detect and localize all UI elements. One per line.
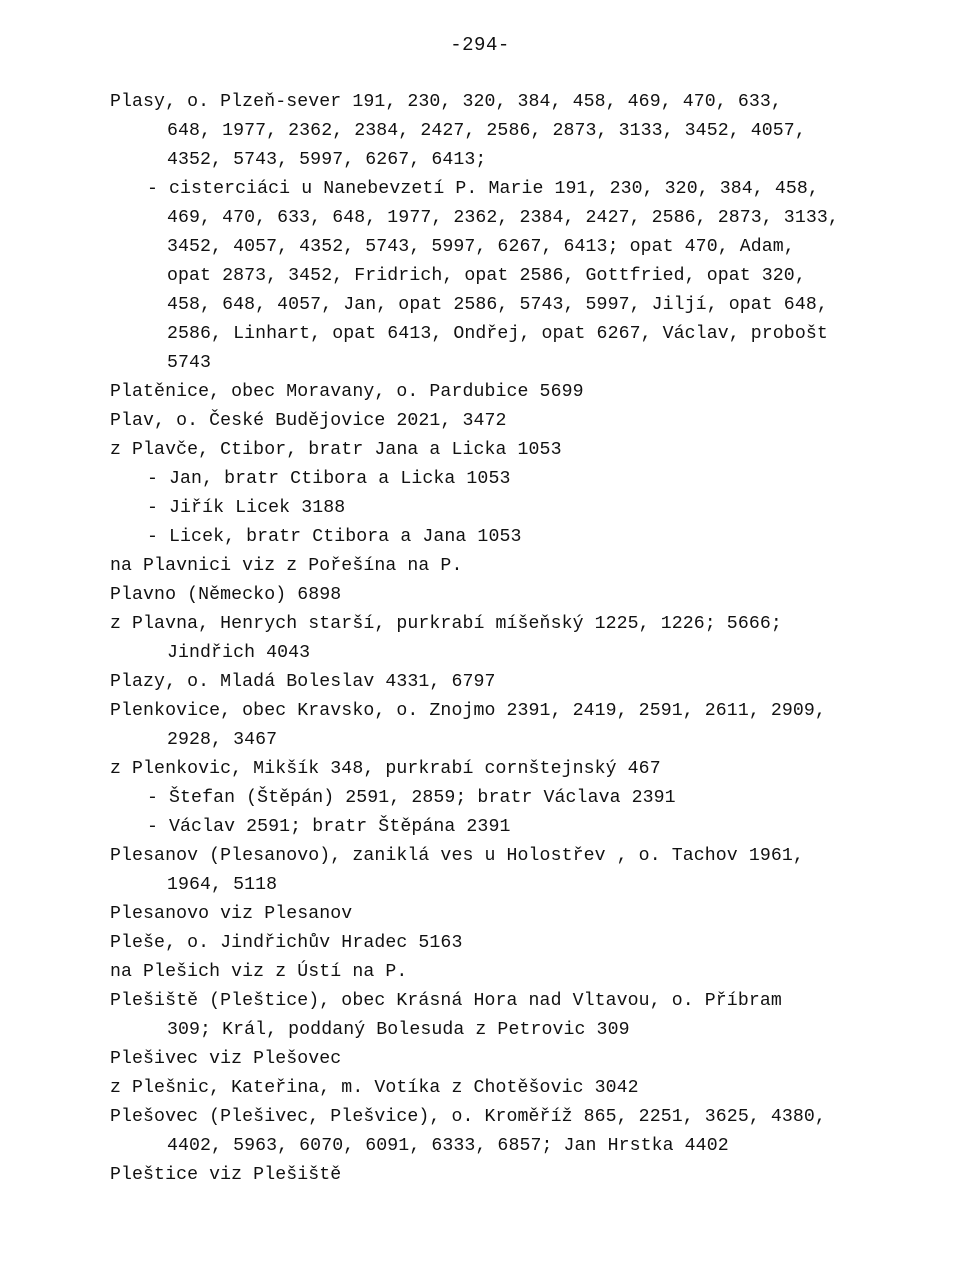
- index-subentry: - Jiřík Licek 3188: [147, 498, 346, 518]
- index-entry-continuation: Jindřich 4043: [167, 643, 311, 663]
- index-entry-continuation: 5743: [167, 353, 212, 373]
- index-entry-continuation: 2928, 3467: [167, 730, 278, 750]
- index-entries: [110, 88, 910, 1190]
- index-entry: Plešivec viz Plešovec: [110, 1049, 342, 1069]
- index-entry-continuation: 4402, 5963, 6070, 6091, 6333, 6857; Jan Hrstka 4402: [167, 1136, 729, 1156]
- index-entry: Plasy, o. Plzeň-sever 191, 230, 320, 384, 458, 469, 470, 633,: [110, 92, 782, 112]
- index-entry: Plešiště (Pleštice), obec Krásná Hora nad Vltavou, o. Příbram: [110, 991, 782, 1011]
- index-entry: na Plavnici viz z Pořešína na P.: [110, 556, 463, 576]
- index-entry: z Plešnic, Kateřina, m. Votíka z Chotěšovic 3042: [110, 1078, 639, 1098]
- index-subentry: - Licek, bratr Ctibora a Jana 1053: [147, 527, 522, 547]
- index-entry-continuation: 309; Král, poddaný Bolesuda z Petrovic 309: [167, 1020, 630, 1040]
- index-entry-continuation: 4352, 5743, 5997, 6267, 6413;: [167, 150, 487, 170]
- index-entry-continuation: 1964, 5118: [167, 875, 278, 895]
- index-subentry: - Jan, bratr Ctibora a Licka 1053: [147, 469, 511, 489]
- index-entry-continuation: 458, 648, 4057, Jan, opat 2586, 5743, 5997, Jiljí, opat 648,: [167, 295, 828, 315]
- index-subentry: - Václav 2591; bratr Štěpána 2391: [147, 817, 511, 837]
- index-subentry: - cisterciáci u Nanebevzetí P. Marie 191, 230, 320, 384, 458,: [147, 179, 819, 199]
- index-entry: z Plavna, Henrych starší, purkrabí míšeňský 1225, 1226; 5666;: [110, 614, 782, 634]
- index-entry: Plesanovo viz Plesanov: [110, 904, 353, 924]
- index-entry-continuation: opat 2873, 3452, Fridrich, opat 2586, Gottfried, opat 320,: [167, 266, 806, 286]
- index-entry: Plav, o. České Budějovice 2021, 3472: [110, 411, 507, 431]
- index-entry: Plenkovice, obec Kravsko, o. Znojmo 2391, 2419, 2591, 2611, 2909,: [110, 701, 826, 721]
- index-entry: Pleše, o. Jindřichův Hradec 5163: [110, 933, 463, 953]
- index-entry-continuation: 648, 1977, 2362, 2384, 2427, 2586, 2873, 3133, 3452, 4057,: [167, 121, 806, 141]
- index-entry-continuation: 3452, 4057, 4352, 5743, 5997, 6267, 6413; opat 470, Adam,: [167, 237, 795, 257]
- index-entry-continuation: 2586, Linhart, opat 6413, Ondřej, opat 6267, Václav, probošt: [167, 324, 828, 344]
- page-number: -294-: [450, 34, 510, 56]
- index-entry: Platěnice, obec Moravany, o. Pardubice 5699: [110, 382, 584, 402]
- index-entry: z Plenkovic, Mikšík 348, purkrabí cornštejnský 467: [110, 759, 661, 779]
- index-entry: na Plešich viz z Ústí na P.: [110, 962, 408, 982]
- index-entry: Pleštice viz Plešiště: [110, 1165, 342, 1185]
- index-entry: z Plavče, Ctibor, bratr Jana a Licka 1053: [110, 440, 562, 460]
- index-subentry: - Štefan (Štěpán) 2591, 2859; bratr Václava 2391: [147, 788, 676, 808]
- index-entry: Plazy, o. Mladá Boleslav 4331, 6797: [110, 672, 496, 692]
- index-entry: Plavno (Německo) 6898: [110, 585, 342, 605]
- index-entry: Plesanov (Plesanovo), zaniklá ves u Holostřev , o. Tachov 1961,: [110, 846, 804, 866]
- index-entry: Plešovec (Plešivec, Plešvice), o. Kroměříž 865, 2251, 3625, 4380,: [110, 1107, 826, 1127]
- index-entry-continuation: 469, 470, 633, 648, 1977, 2362, 2384, 2427, 2586, 2873, 3133,: [167, 208, 839, 228]
